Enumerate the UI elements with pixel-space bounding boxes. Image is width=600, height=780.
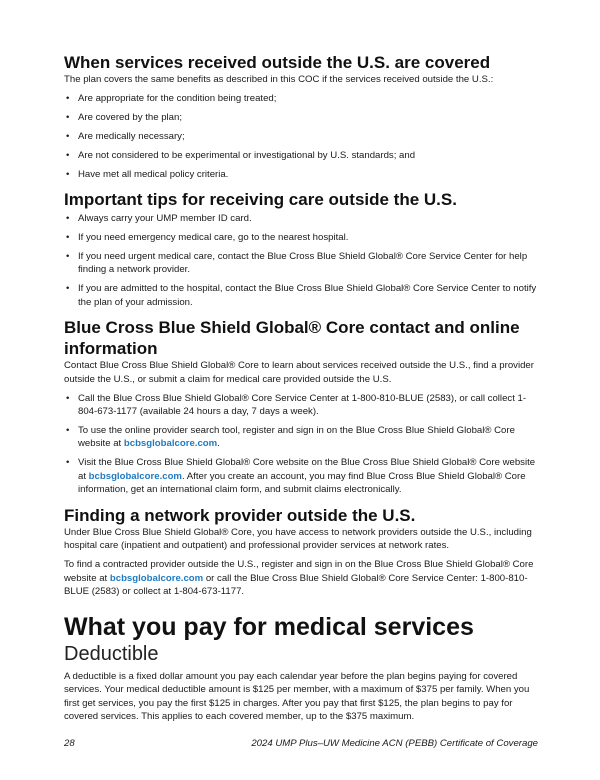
paragraph: Under Blue Cross Blue Shield Global® Core, you have access to network providers outside the U.S., including hospital care (inpatient and outpatient) and professional provider services at network rates. (64, 526, 532, 552)
section-heading: Important tips for receiving care outside the U.S. (64, 190, 457, 210)
list-item: • Call the Blue Cross Blue Shield Global® Core Service Center at 1-800-810-BLUE (2583), or call collect 1-804-673-1177 (available 24 hours a day, 7 days a week). (64, 392, 538, 419)
list-item: • If you need emergency medical care, go to the nearest hospital. (64, 231, 538, 244)
text: . After you create an account, you may find Blue Cross Blue Shield Global® Core information, get an international claim form, and submit claims electronically. (78, 470, 526, 496)
page-content (64, 52, 538, 723)
list-item: • Always carry your UMP member ID card. (64, 212, 538, 225)
list-item: • Are not considered to be experimental or investigational by U.S. standards; and (64, 149, 538, 162)
paragraph: A deductible is a fixed dollar amount you pay each calendar year before the plan begins paying for covered services. Your medical deductible amount is $125 per member, with a maximum of $375 per family. When you first get services, you pay the first $125 in charges. After you pay that first $125, the plan begins to pay for covered services. This applies to each covered member, up to the $375 maximum. (64, 670, 530, 722)
text: To find a contracted provider outside the U.S., register and sign in on the Blue Cross Blue Shield Global® Core website at (64, 559, 534, 584)
page-footer (64, 723, 538, 750)
paragraph: The plan covers the same benefits as described in this COC if the services received outside the U.S.: (64, 74, 494, 85)
section-heading: Finding a network provider outside the U.S. (64, 505, 416, 525)
chapter-heading: What you pay for medical services (64, 612, 474, 641)
bullet-list (64, 212, 538, 309)
text: or call the Blue Cross Blue Shield Global® Core Service Center: 1-800-810-BLUE (2583) or collect at 1-804-673-1177. (64, 572, 528, 598)
website-link[interactable]: bcbsglobalcore.com (109, 572, 204, 584)
paragraph: Contact Blue Cross Blue Shield Global® Core to learn about services received outside the U.S., find a provider outside the U.S., or submit a claim for medical care provided outside the U.S. (64, 360, 534, 385)
list-item: • If you are admitted to the hospital, contact the Blue Cross Blue Shield Global® Core Service Center to notify the plan of your admission. (64, 282, 538, 309)
subheading: Deductible (64, 642, 159, 665)
text: . (217, 438, 220, 450)
list-item: • Are medically necessary; (64, 130, 538, 143)
section-heading: Blue Cross Blue Shield Global® Core contact and online information (64, 318, 520, 359)
bullet-list (64, 392, 538, 497)
list-item: • Are appropriate for the condition being treated; (64, 92, 538, 105)
list-item (64, 456, 538, 496)
text: Visit the Blue Cross Blue Shield Global® Core website on the Blue Cross Blue Shield Global® Core website at (78, 457, 536, 482)
section-heading: When services received outside the U.S. are covered (64, 53, 491, 72)
list-item: • Are covered by the plan; (64, 111, 538, 124)
website-link[interactable]: bcbsglobalcore.com (123, 438, 218, 450)
list-item: • If you need urgent medical care, contact the Blue Cross Blue Shield Global® Core Service Center for help finding a network provider. (64, 250, 538, 277)
document-title: 2024 UMP Plus–UW Medicine ACN (PEBB) Certificate of Coverage (251, 738, 538, 750)
website-link[interactable]: bcbsglobalcore.com (88, 470, 182, 482)
text: To use the online provider search tool, register and sign in on the Blue Cross Blue Shield Global® Core website at (78, 425, 515, 450)
paragraph (64, 558, 538, 598)
page-number: 28 (64, 738, 75, 750)
bullet-list (64, 92, 538, 181)
list-item (64, 424, 538, 451)
list-item: • Have met all medical policy criteria. (64, 168, 538, 181)
